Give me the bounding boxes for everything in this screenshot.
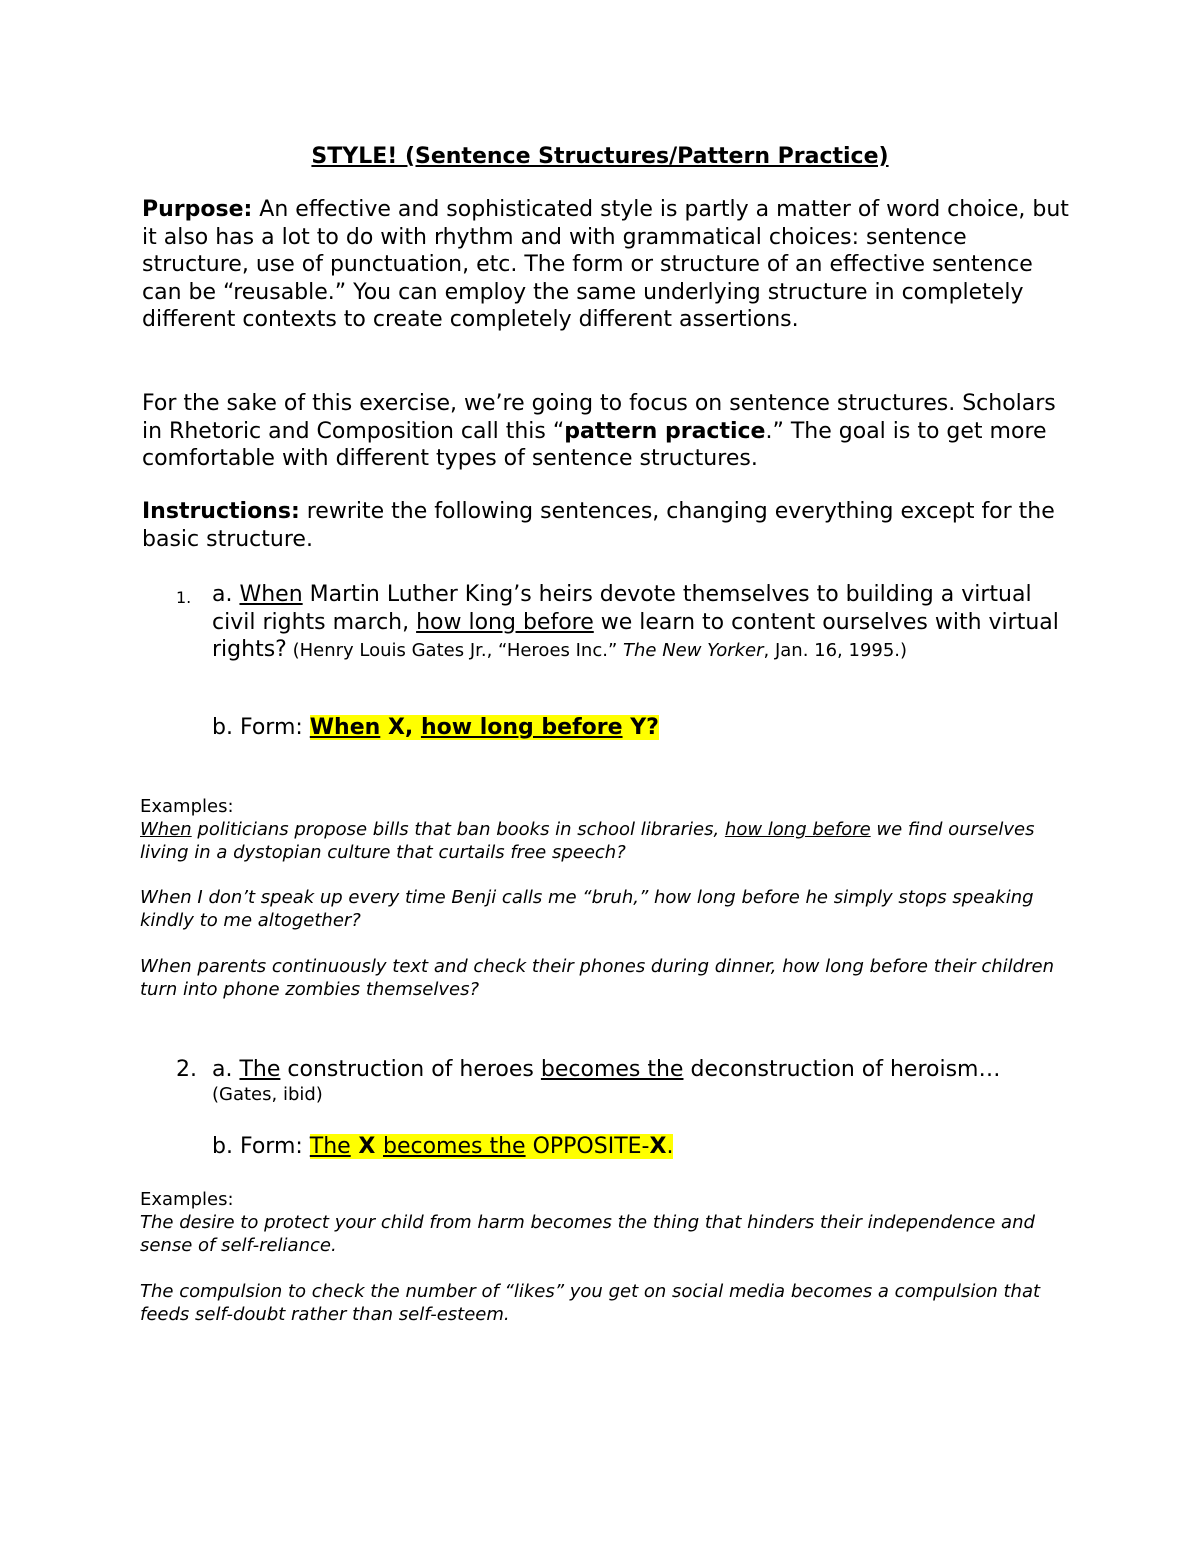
item-1-ex1-how-long-before: how long before	[724, 819, 871, 840]
exercise-paragraph	[142, 390, 1072, 473]
item-1-form	[212, 714, 1142, 742]
item-1-a-end: we learn to content ourselves with virtual rights?	[212, 609, 1059, 662]
item-2-examples-label: Examples:	[140, 1189, 234, 1210]
item-1-example-3: When parents continuously text and check their phones during dinner, how long before their children turn into phone zombies themselves?	[140, 956, 1054, 1000]
item-1-citation-publication: The New Yorker	[623, 640, 764, 661]
instructions-paragraph	[142, 498, 1072, 553]
item-2-form-the: The	[309, 1134, 351, 1159]
instructions-text: rewrite the following sentences, changing everything except for the basic structure.	[142, 499, 1055, 552]
item-2-example-1: The desire to protect your child from harm becomes the thing that hinders their independence and sense of self-reliance.	[140, 1212, 1035, 1256]
item-2-a-end: deconstruction of heroism…	[683, 1057, 1001, 1082]
purpose-text: An effective and sophisticated style is partly a matter of word choice, but it also has a lot to do with rhythm and with grammatical choices: sentence structure, use of punctuation, etc. The form or structure of an effective sentence can be “reusable.” You can employ the same underlying structure in completely different contexts to create completely different assertions.	[142, 197, 1069, 332]
item-1-form-how-long-before: how long before	[420, 715, 623, 740]
item-1-example-2: When I don’t speak up every time Benji calls me “bruh,” how long before he simply stops speaking kindly to me altogether?	[140, 887, 1034, 931]
item-2-a-prefix: a.	[212, 1057, 240, 1082]
item-2-sentence	[212, 1056, 1082, 1084]
item-2-form-end: .	[666, 1134, 674, 1159]
item-1-examples-label: Examples:	[140, 796, 234, 817]
item-1-form-y: Y?	[622, 715, 659, 740]
item-1-form-label: b. Form:	[212, 715, 310, 740]
item-2-number: 2.	[176, 1057, 197, 1082]
item-2-form-pattern	[310, 1134, 674, 1159]
purpose-paragraph	[142, 196, 1072, 334]
item-2-citation: (Gates, ibid)	[212, 1084, 323, 1105]
item-1-citation-start: (Henry Louis Gates Jr., “Heroes Inc.”	[286, 640, 623, 661]
item-1-a-prefix: a.	[212, 582, 240, 607]
item-1-a-mid: Martin Luther King’s heirs devote themselves to building a virtual civil rights march,	[212, 582, 1032, 635]
item-2-example-2: The compulsion to check the number of “likes” you get on social media becomes a compulsion that feeds self-doubt rather than self-esteem.	[140, 1281, 1041, 1325]
pattern-practice-term: pattern practice	[564, 418, 766, 444]
item-1-form-x: X,	[380, 715, 421, 740]
item-1-number: 1.	[176, 588, 192, 607]
exercise-text-after: .” The goal is to get more comfortable with different types of sentence structures.	[142, 418, 1047, 471]
instructions-label: Instructions:	[142, 499, 300, 524]
item-1-form-when: When	[309, 715, 381, 740]
item-2-form-opposite-x: X	[649, 1134, 667, 1159]
purpose-label: Purpose:	[142, 197, 253, 222]
item-2-form-x: X	[350, 1134, 383, 1159]
page-title: STYLE! (Sentence Structures/Pattern Practice)	[311, 144, 889, 169]
item-2-form-label: b. Form:	[212, 1134, 310, 1159]
item-2-form-opposite: OPPOSITE-	[525, 1134, 650, 1159]
item-1-when: When	[239, 582, 303, 607]
item-1-how-long-before: how long before	[416, 609, 594, 635]
item-1-form-pattern	[310, 715, 659, 740]
item-2-form	[212, 1133, 1142, 1161]
item-2-form-becomes-the: becomes the	[382, 1134, 526, 1159]
item-2-the: The	[239, 1057, 281, 1082]
item-1-ex1-when: When	[140, 819, 192, 840]
item-2-becomes-the: becomes the	[540, 1057, 684, 1082]
item-2-a-mid: construction of heroes	[280, 1057, 541, 1082]
item-1-ex1-mid: politicians propose bills that ban books in school libraries,	[191, 819, 725, 840]
item-1-sentence	[212, 581, 1072, 665]
item-1-example-1	[140, 818, 1080, 864]
item-1-citation-end: , Jan. 16, 1995.)	[763, 640, 908, 661]
exercise-text-before: For the sake of this exercise, we’re going to focus on sentence structures. Scholars in Rhetoric and Composition call this “	[142, 391, 1056, 444]
item-1-ex1-end: we find ourselves living in a dystopian culture that curtails free speech?	[140, 819, 1035, 863]
